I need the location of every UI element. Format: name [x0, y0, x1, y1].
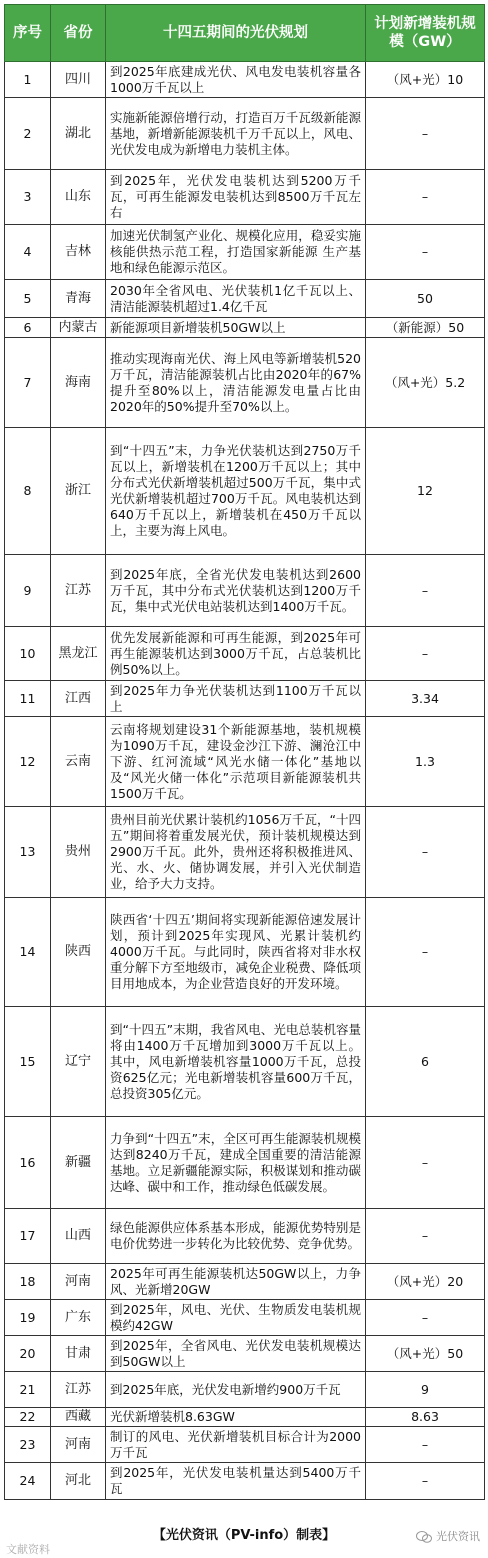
table-row: [5, 681, 485, 717]
scale-cell: （风+光）5.2: [366, 338, 485, 428]
province-cell: 山西: [51, 1209, 106, 1264]
wechat-logo-icon: [416, 1531, 432, 1543]
province-cell: 广东: [51, 1300, 106, 1336]
plan-cell: 2030年全省风电、光伏装机1亿千瓦以上、清洁能源装机超过1.4亿千瓦: [106, 280, 366, 318]
scale-cell: （风+光）10: [366, 62, 485, 98]
province-cell: 江苏: [51, 555, 106, 627]
plan-cell: 到2025年，风电、光伏、生物质发电装机规模约42GW: [106, 1300, 366, 1336]
scale-cell: 1.3: [366, 717, 485, 807]
plan-cell: 到2025年力争光伏装机达到1100万千瓦以上: [106, 681, 366, 717]
scale-cell: –: [366, 1427, 485, 1463]
province-cell: 浙江: [51, 428, 106, 555]
table-row: [5, 1408, 485, 1427]
table-row: [5, 98, 485, 170]
plan-cell: 到2025年底，全省光伏发电装机达到2600万千瓦，其中分布式光伏装机达到1200万千瓦，集中式光伏电站装机达到1400万千瓦。: [106, 555, 366, 627]
table-row: [5, 1336, 485, 1372]
row-number-cell: 1: [5, 62, 51, 98]
table-row: [5, 280, 485, 318]
row-number-cell: 2: [5, 98, 51, 170]
table-row: [5, 428, 485, 555]
plan-cell: 实施新能源倍增行动，打造百万千瓦级新能源基地，新增新能源装机千万千瓦以上，风电、光伏发电成为新增电力装机主体。: [106, 98, 366, 170]
row-number-cell: 22: [5, 1408, 51, 1427]
table-footer-credit: 【光伏资讯（PV-info）制表】: [152, 1528, 336, 1543]
province-cell: 四川: [51, 62, 106, 98]
scale-cell: （新能源）50: [366, 318, 485, 338]
row-number-cell: 19: [5, 1300, 51, 1336]
table-header-row: [5, 5, 485, 62]
row-number-cell: 20: [5, 1336, 51, 1372]
province-cell: 新疆: [51, 1117, 106, 1209]
province-cell: 吉林: [51, 225, 106, 280]
row-number-cell: 10: [5, 627, 51, 681]
plan-cell: 优先发展新能源和可再生能源，到2025年可再生能源装机达到3000万千瓦，占总装机比例50%以上。: [106, 627, 366, 681]
plan-cell: 到2025年，光伏发电装机量达到5400万千瓦: [106, 1463, 366, 1500]
scale-cell: 9: [366, 1372, 485, 1408]
province-cell: 江苏: [51, 1372, 106, 1408]
plan-cell: 贵州目前光伏累计装机约1056万千瓦，“十四五”期间将着重发展光伏，预计装机规模达到2900万千瓦。此外，贵州还将积极推进风、光、水、火、储协调发展，并引入光伏制造业，给予大力支持。: [106, 807, 366, 898]
table-row: [5, 898, 485, 1007]
table-row: [5, 1007, 485, 1117]
header-province: 省份: [51, 5, 106, 62]
scale-cell: –: [366, 627, 485, 681]
table-row: [5, 555, 485, 627]
table-row: [5, 225, 485, 280]
province-cell: 河北: [51, 1463, 106, 1500]
row-number-cell: 16: [5, 1117, 51, 1209]
scale-cell: –: [366, 225, 485, 280]
province-cell: 湖北: [51, 98, 106, 170]
scale-cell: –: [366, 1209, 485, 1264]
table-row: [5, 1264, 485, 1300]
table-row: [5, 1300, 485, 1336]
table-row: [5, 318, 485, 338]
plan-cell: 陕西省‘十四五’期间将实现新能源倍速发展计划，预计到2025年实现风、光累计装机约4000万千瓦。与此同时，陕西省将对非水权重分解下方至地级市，减免企业税费、降低项目用地成本，为企业营造良好的开发环境。: [106, 898, 366, 1007]
table-row: [5, 807, 485, 898]
header-no: 序号: [5, 5, 51, 62]
table-row: [5, 1117, 485, 1209]
row-number-cell: 11: [5, 681, 51, 717]
scale-cell: –: [366, 898, 485, 1007]
row-number-cell: 14: [5, 898, 51, 1007]
province-cell: 黑龙江: [51, 627, 106, 681]
scale-cell: 6: [366, 1007, 485, 1117]
row-number-cell: 9: [5, 555, 51, 627]
province-cell: 陕西: [51, 898, 106, 1007]
row-number-cell: 12: [5, 717, 51, 807]
plan-cell: 2025年可再生能源装机达50GW以上，力争风、光新增20GW: [106, 1264, 366, 1300]
row-number-cell: 7: [5, 338, 51, 428]
plan-cell: 云南将规划建设31个新能源基地，装机规模为1090万千瓦，建设金沙江下游、澜沧江中下游、红河流域“风光水储一体化”基地以及“风光火储一体化”示范项目新能源装机共1500万千瓦。: [106, 717, 366, 807]
watermark-left: 文献资料: [6, 1543, 50, 1556]
table-row: [5, 1209, 485, 1264]
scale-cell: –: [366, 807, 485, 898]
plan-cell: 到“十四五”末期，我省风电、光电总装机容量将由1400万千瓦增加到3000万千瓦以上。其中，风电新增装机容量1000万千瓦，总投资625亿元；光电新增装机容量600万千瓦，总投资305亿元。: [106, 1007, 366, 1117]
table-row: [5, 338, 485, 428]
header-scale: 计划新增装机规模（GW）: [366, 5, 485, 62]
province-cell: 山东: [51, 170, 106, 225]
table-row: [5, 1372, 485, 1408]
table-row: [5, 627, 485, 681]
scale-cell: –: [366, 1300, 485, 1336]
scale-cell: –: [366, 170, 485, 225]
scale-cell: （风+光）50: [366, 1336, 485, 1372]
row-number-cell: 17: [5, 1209, 51, 1264]
scale-cell: –: [366, 98, 485, 170]
row-number-cell: 15: [5, 1007, 51, 1117]
row-number-cell: 6: [5, 318, 51, 338]
row-number-cell: 4: [5, 225, 51, 280]
row-number-cell: 5: [5, 280, 51, 318]
province-cell: 青海: [51, 280, 106, 318]
plan-cell: 绿色能源供应体系基本形成，能源优势特别是电价优势进一步转化为比较优势、竞争优势。: [106, 1209, 366, 1264]
row-number-cell: 3: [5, 170, 51, 225]
scale-cell: 3.34: [366, 681, 485, 717]
row-number-cell: 8: [5, 428, 51, 555]
row-number-cell: 23: [5, 1427, 51, 1463]
plan-cell: 加速光伏制氢产业化、规模化应用，稳妥实施核能供热示范工程，打造国家新能源 生产基地和绿色能源示范区。: [106, 225, 366, 280]
table-row: [5, 717, 485, 807]
plan-cell: 到“十四五”末，力争光伏装机达到2750万千瓦以上，新增装机在1200万千瓦以上；其中分布式光伏新增装机超过500万千瓦，集中式光伏新增装机超过700万千瓦。风电装机达到640万千瓦以上，新增装机在450万千瓦以上，主要为海上风电。: [106, 428, 366, 555]
plan-cell: 到2025年，光伏发电装机达到5200万千瓦，可再生能源发电装机达到8500万千瓦左右: [106, 170, 366, 225]
scale-cell: 12: [366, 428, 485, 555]
scale-cell: （风+光）20: [366, 1264, 485, 1300]
plan-cell: 到2025年，全省风电、光伏发电装机规模达到50GW以上: [106, 1336, 366, 1372]
province-cell: 贵州: [51, 807, 106, 898]
scale-cell: 8.63: [366, 1408, 485, 1427]
plan-cell: 到2025年底，光伏发电新增约900万千瓦: [106, 1372, 366, 1408]
table-row: [5, 170, 485, 225]
row-number-cell: 24: [5, 1463, 51, 1500]
plan-cell: 光伏新增装机8.63GW: [106, 1408, 366, 1427]
watermark-right: [416, 1528, 480, 1544]
province-cell: 河南: [51, 1427, 106, 1463]
province-cell: 甘肃: [51, 1336, 106, 1372]
table-body: [5, 62, 485, 1500]
header-plan: 十四五期间的光伏规划: [106, 5, 366, 62]
scale-cell: –: [366, 1463, 485, 1500]
row-number-cell: 21: [5, 1372, 51, 1408]
scale-cell: –: [366, 555, 485, 627]
watermark-right-text: 光伏资讯: [436, 1530, 480, 1543]
scale-cell: –: [366, 1117, 485, 1209]
province-cell: 辽宁: [51, 1007, 106, 1117]
province-cell: 河南: [51, 1264, 106, 1300]
table-row: [5, 62, 485, 98]
plan-cell: 力争到“十四五”末，全区可再生能源装机规模达到8240万千瓦，建成全国重要的清洁能源基地。立足新疆能源实际，积极谋划和推动碳达峰、碳中和工作，推动绿色低碳发展。: [106, 1117, 366, 1209]
province-cell: 海南: [51, 338, 106, 428]
row-number-cell: 18: [5, 1264, 51, 1300]
table-row: [5, 1463, 485, 1500]
plan-cell: 新能源项目新增装机50GW以上: [106, 318, 366, 338]
province-cell: 江西: [51, 681, 106, 717]
pv-plan-table: [4, 4, 485, 1500]
table-row: [5, 1427, 485, 1463]
province-cell: 内蒙古: [51, 318, 106, 338]
row-number-cell: 13: [5, 807, 51, 898]
plan-cell: 推动实现海南光伏、海上风电等新增装机520万千瓦，清洁能源装机占比由2020年的67%提升至80%以上，清洁能源发电量占比由2020年的50%提升至70%以上。: [106, 338, 366, 428]
scale-cell: 50: [366, 280, 485, 318]
province-cell: 云南: [51, 717, 106, 807]
province-cell: 西藏: [51, 1408, 106, 1427]
plan-cell: 制订的风电、光伏新增装机目标合计为2000万千瓦: [106, 1427, 366, 1463]
plan-cell: 到2025年底建成光伏、风电发电装机容量各1000万千瓦以上: [106, 62, 366, 98]
